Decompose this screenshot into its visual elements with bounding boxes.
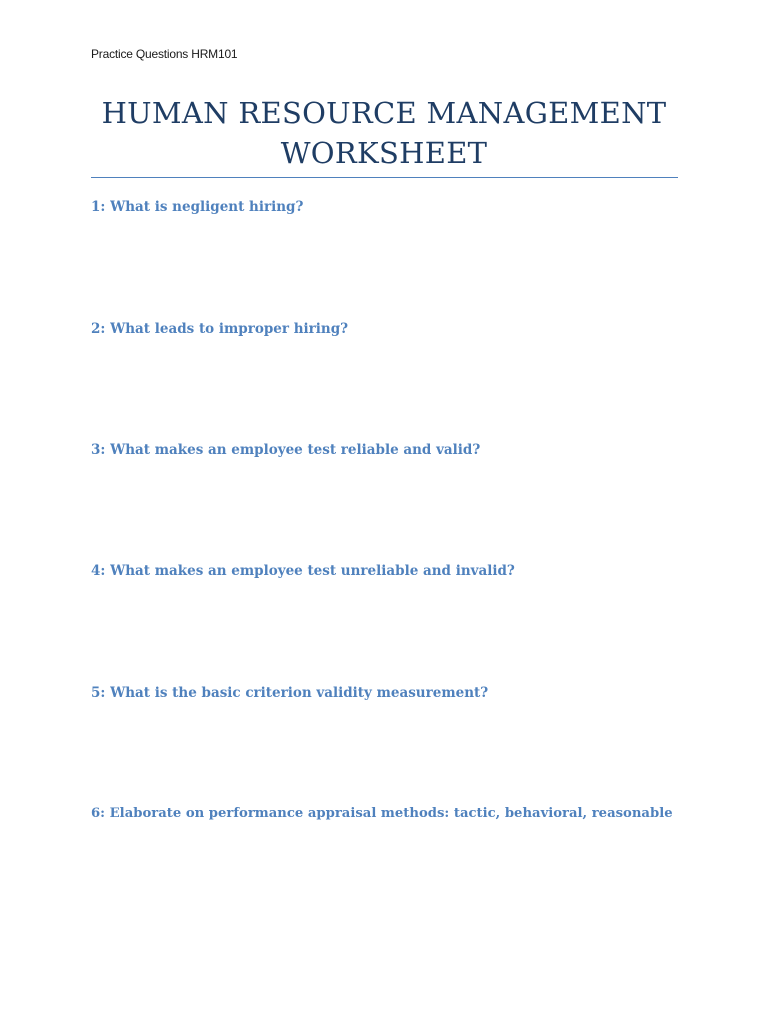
question-6: 6: Elaborate on performance appraisal methods: tactic, behavioral, reasonable	[91, 806, 673, 821]
question-5: 5: What is the basic criterion validity measurement?	[91, 685, 489, 701]
question-2: 2: What leads to improper hiring?	[91, 321, 349, 337]
title-divider	[91, 177, 678, 178]
question-3: 3: What makes an employee test reliable and valid?	[91, 442, 481, 458]
page-title	[91, 93, 677, 173]
question-1: 1: What is negligent hiring?	[91, 199, 304, 215]
title-line-1: HUMAN RESOURCE MANAGEMENT	[101, 96, 667, 130]
question-4: 4: What makes an employee test unreliable and invalid?	[91, 563, 515, 579]
title-line-2: WORKSHEET	[280, 136, 488, 170]
page-header: Practice Questions HRM101	[91, 47, 238, 61]
